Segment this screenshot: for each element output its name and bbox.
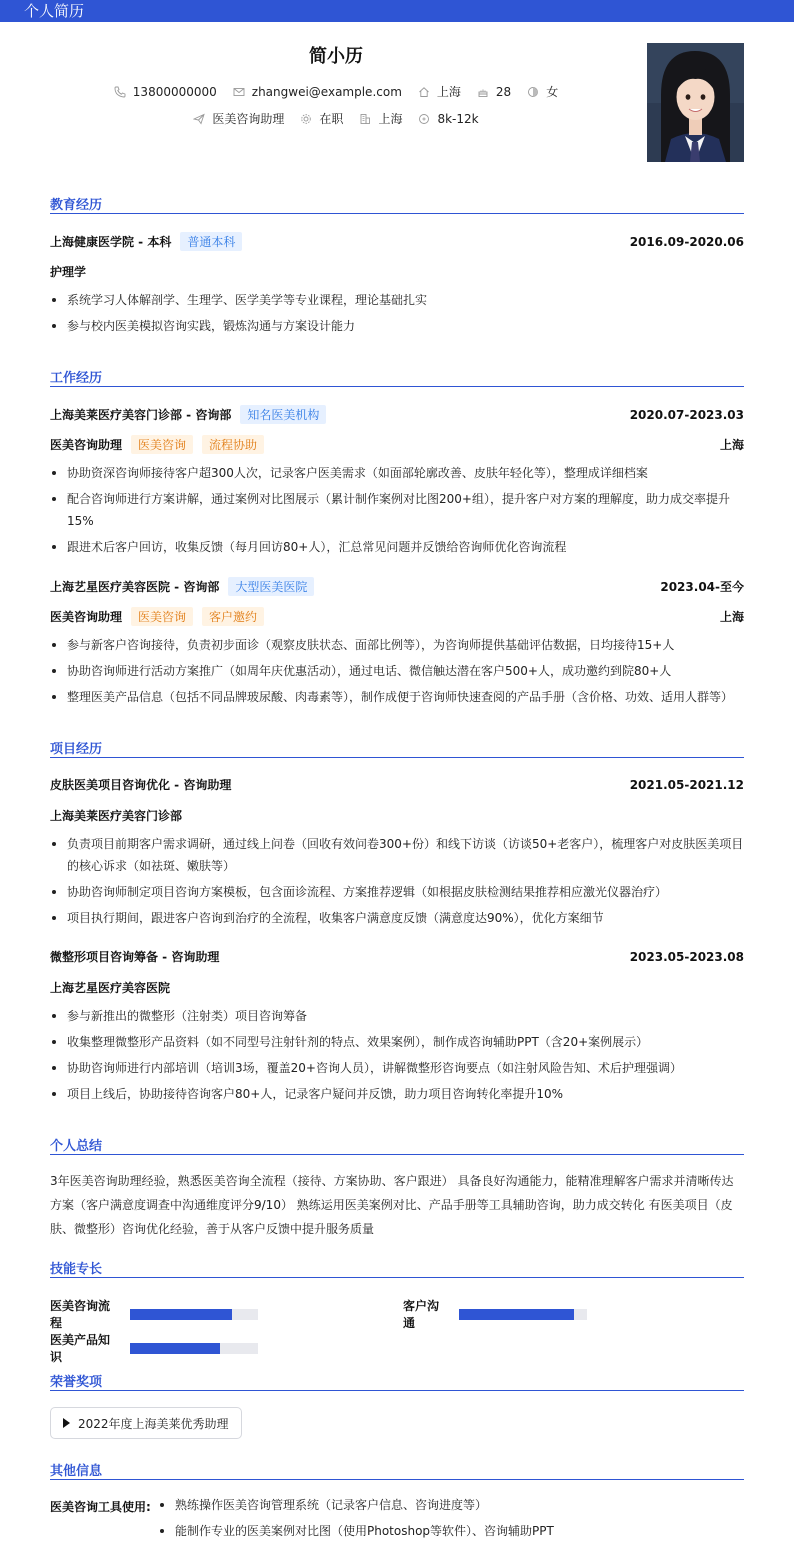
email-item [233, 85, 402, 99]
list-item: 系统学习人体解剖学、生理学、医学美学等专业课程，理论基础扎实 [50, 289, 744, 311]
position-item [193, 110, 284, 127]
role-tag: 流程协助 [202, 435, 264, 454]
project-name: 微整形项目咨询筹备 - 咨询助理 [50, 950, 220, 964]
skill-fill [459, 1309, 574, 1320]
work-role-1 [50, 607, 744, 626]
salary-item [418, 112, 478, 126]
skills-section-title: 技能专长 [50, 1262, 103, 1277]
project-header-0 [50, 776, 744, 793]
city-text: 上海 [436, 85, 461, 99]
expand-triangle-icon [63, 1418, 70, 1428]
list-item: 协助咨询师进行活动方案推广（如周年庆优惠活动），通过电话、微信触达潜在客户500+人，成功邀约到院80+人 [50, 660, 744, 682]
list-item: 项目上线后，协助接待咨询客户80+人，记录客户疑问并反馈，助力项目咨询转化率提升10% [50, 1083, 744, 1105]
awards-section-title: 荣誉奖项 [50, 1375, 103, 1390]
project-period: 2023.05-2023.08 [629, 949, 744, 964]
job-role: 医美咨询助理 [50, 610, 123, 624]
work-period: 2023.04-至今 [660, 580, 744, 594]
cake-icon [477, 86, 489, 98]
education-tag: 普通本科 [180, 232, 242, 251]
company-name: 上海艺星医疗美容医院 - 咨询部 [50, 580, 220, 594]
project-org: 上海艺星医疗美容医院 [50, 981, 171, 995]
work-header-1 [50, 577, 744, 596]
summary-section-title: 个人总结 [50, 1139, 103, 1154]
age-item [477, 85, 511, 99]
work-location: 上海 [719, 610, 744, 624]
mail-icon [233, 86, 245, 98]
city-item [418, 83, 461, 100]
phone-icon [114, 86, 126, 98]
education-section-title: 教育经历 [50, 198, 103, 213]
role-tag: 客户邀约 [202, 607, 264, 626]
work-section-title: 工作经历 [50, 371, 103, 386]
building-icon [359, 113, 371, 125]
education-divider [50, 213, 744, 214]
skill-item [50, 1297, 258, 1331]
summary-text: 3年医美咨询助理经验，熟悉医美咨询全流程（接待、方案协助、客户跟进） 具备良好沟通能力，能精准理解客户需求并清晰传达方案（客户满意度调查中沟通维度评分9/10） 熟练运用医美案例对比、产品手册等工具辅助咨询，助力成交转化 有医美项目（皮肤、微整形）咨询优化经验，善于从客户反馈中提升服务质量 [50, 1174, 734, 1236]
company-tag: 大型医美医院 [228, 577, 314, 596]
gender-item [527, 83, 558, 100]
skill-name: 医美产品知识 [50, 1333, 111, 1364]
education-period: 2016.09-2020.06 [629, 234, 744, 249]
skill-name: 客户沟通 [403, 1299, 440, 1330]
top-bar [0, 0, 794, 22]
list-item: 参与校内医美模拟咨询实践，锻炼沟通与方案设计能力 [50, 315, 744, 337]
role-tag: 医美咨询 [131, 607, 193, 626]
list-item: 收集整理微整形产品资料（如不同型号注射针剂的特点、效果案例），制作成咨询辅助PPT（含20+案例展示） [50, 1031, 744, 1053]
list-item: 配合咨询师进行方案讲解，通过案例对比图展示（累计制作案例对比图200+组），提升客户对方案的理解度，助力成交率提升15% [50, 488, 744, 532]
job-intent-row [0, 110, 672, 127]
projects-section-title: 项目经历 [50, 742, 103, 757]
gender-icon [527, 86, 539, 98]
skill-bar [130, 1309, 258, 1320]
list-item: 协助资深咨询师接待客户超300人次，记录客户医美需求（如面部轮廓改善、皮肤年轻化等），整理成详细档案 [50, 462, 744, 484]
project-org: 上海美莱医疗美容门诊部 [50, 809, 183, 823]
resume-title: 个人简历 [24, 2, 85, 20]
gear-icon [300, 113, 312, 125]
gender-text: 女 [546, 85, 559, 99]
list-item: 负责项目前期客户需求调研，通过线上问卷（回收有效问卷300+份）和线下访谈（访谈50+老客户），梳理客户对皮肤医美项目的核心诉求（如祛斑、嫩肤等） [50, 833, 744, 877]
company-tag: 知名医美机构 [240, 405, 326, 424]
status-item [300, 110, 343, 127]
projects-divider [50, 757, 744, 758]
list-item: 项目执行期间，跟进客户咨询到治疗的全流程，收集客户满意度反馈（满意度达90%），优化方案细节 [50, 907, 744, 929]
other-divider [50, 1479, 744, 1480]
role-tag: 医美咨询 [131, 435, 193, 454]
school-name: 上海健康医学院 - 本科 [50, 235, 172, 249]
work-role-0 [50, 435, 744, 454]
candidate-name: 简小历 [309, 46, 363, 67]
phone-text: 13800000000 [132, 84, 217, 99]
skill-item [50, 1331, 258, 1365]
email-text: zhangwei@example.com [251, 84, 402, 99]
other-label: 医美咨询工具使用: [50, 1500, 151, 1514]
target-city-item [359, 110, 402, 127]
list-item: 协助咨询师制定项目咨询方案模板，包含面诊流程、方案推荐逻辑（如根据皮肤检测结果推荐相应激光仪器治疗） [50, 881, 744, 903]
work-header-0 [50, 405, 744, 424]
age-text: 28 [495, 84, 512, 99]
work-location: 上海 [719, 438, 744, 452]
list-item: 协助咨询师进行内部培训（培训3场，覆盖20+咨询人员），讲解微整形咨询要点（如注射风险告知、术后护理强调） [50, 1057, 744, 1079]
major: 护理学 [50, 265, 87, 279]
target-city-text: 上海 [378, 112, 403, 126]
phone-item [114, 85, 217, 99]
position-text: 医美咨询助理 [212, 112, 285, 126]
work-period: 2020.07-2023.03 [629, 407, 744, 422]
skills-divider [50, 1277, 744, 1278]
salary-text: 8k-12k [437, 111, 479, 126]
coin-icon [418, 113, 430, 125]
award-item[interactable] [50, 1407, 242, 1439]
home-icon [418, 86, 430, 98]
awards-divider [50, 1390, 744, 1391]
list-item: 整理医美产品信息（包括不同品牌玻尿酸、肉毒素等），制作成便于咨询师快速查阅的产品手册（含价格、功效、适用人群等） [50, 686, 744, 708]
skill-fill [130, 1343, 220, 1354]
list-item: 跟进术后客户回访，收集反馈（每月回访80+人），汇总常见问题并反馈给咨询师优化咨询流程 [50, 536, 744, 558]
project-header-1 [50, 948, 744, 965]
award-text: 2022年度上海美莱优秀助理 [78, 1416, 229, 1431]
work-divider [50, 386, 744, 387]
skill-fill [130, 1309, 232, 1320]
project-name: 皮肤医美项目咨询优化 - 咨询助理 [50, 778, 232, 792]
status-text: 在职 [319, 112, 344, 126]
project-period: 2021.05-2021.12 [629, 777, 744, 792]
skill-bar [130, 1343, 258, 1354]
skill-bar [459, 1309, 587, 1320]
list-item: 参与新客户咨询接待，负责初步面诊（观察皮肤状态、面部比例等），为咨询师提供基础评估数据，日均接待15+人 [50, 634, 744, 656]
send-icon [193, 113, 205, 125]
skill-name: 医美咨询流程 [50, 1299, 111, 1330]
other-section-title: 其他信息 [50, 1464, 103, 1479]
education-header [50, 232, 744, 251]
list-item: 参与新推出的微整形（注射类）项目咨询筹备 [50, 1005, 744, 1027]
job-role: 医美咨询助理 [50, 438, 123, 452]
company-name: 上海美莱医疗美容门诊部 - 咨询部 [50, 408, 232, 422]
skill-item [403, 1297, 587, 1331]
list-item: 能制作专业的医美案例对比图（使用Photoshop等软件）、咨询辅助PPT [158, 1520, 554, 1542]
list-item: 熟练操作医美咨询管理系统（记录客户信息、咨询进度等） [158, 1494, 487, 1516]
summary-divider [50, 1154, 744, 1155]
contact-row [0, 83, 672, 100]
profile-photo [647, 43, 744, 162]
